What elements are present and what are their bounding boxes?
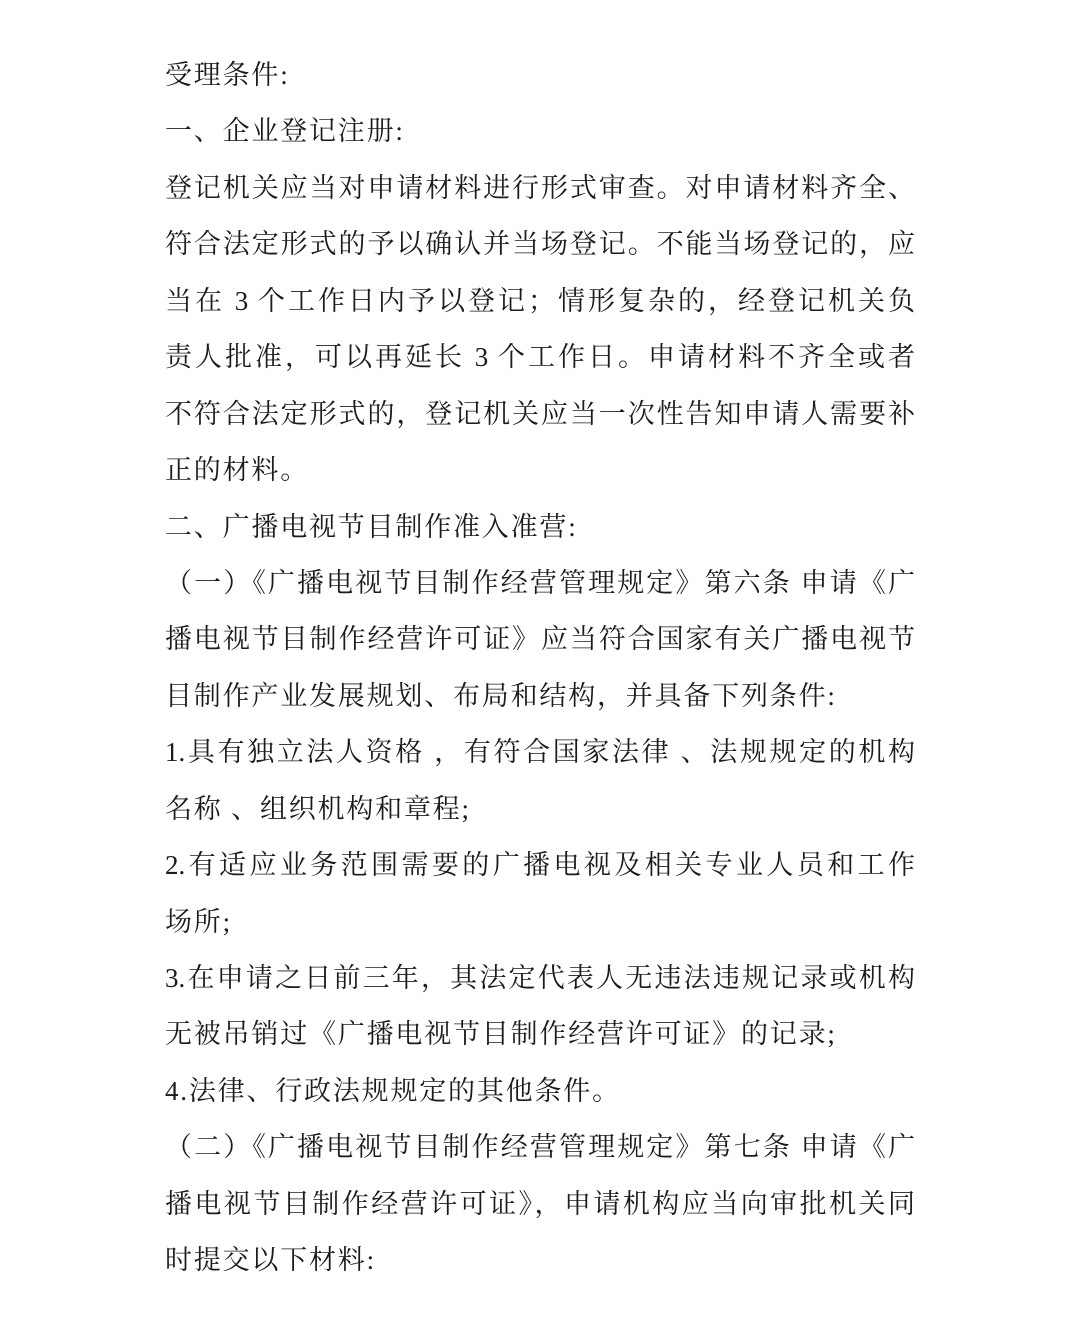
list-item-1: 1.具有独立法人资格 ，有符合国家法律 、法规规定的机构 [165, 737, 915, 768]
list-item-3: 3.在申请之日前三年，其法定代表人无违法违规记录或机构 [165, 963, 915, 993]
list-item-2: 2.有适应业务范围需要的广播电视及相关专业人员和工作 [165, 850, 915, 881]
text-line: 责人批准，可以再延长 3 个工作日。申请材料不齐全或者 [165, 342, 915, 373]
text-line: 时提交以下材料: [165, 1245, 376, 1276]
section-heading-conditions: 受理条件: [165, 60, 290, 90]
text-line: 目制作产业发展规划、布局和结构，并具备下列条件: [165, 680, 837, 711]
text-line: （一）《广播电视节目制作经营管理规定》第六条 申请《广 [165, 567, 915, 598]
text-line: 登记机关应当对申请材料进行形式审查。对申请材料齐全、 [165, 172, 915, 203]
text-line: 正的材料。 [165, 455, 309, 486]
text-line: 符合法定形式的予以确认并当场登记。不能当场登记的，应 [165, 229, 915, 260]
text-line: 播电视节目制作经营许可证》，申请机构应当向审批机关同 [165, 1188, 915, 1219]
section-heading-enterprise-registration: 一、企业登记注册: [165, 116, 405, 147]
text-line: 不符合法定形式的，登记机关应当一次性告知申请人需要补 [165, 398, 915, 429]
text-line: 无被吊销过《广播电视节目制作经营许可证》的记录; [165, 1019, 837, 1050]
text-line: 名称 、组织机构和章程; [165, 793, 471, 824]
document-body [165, 47, 915, 1289]
text-line: （二）《广播电视节目制作经营管理规定》第七条 申请《广 [165, 1132, 915, 1163]
list-item-4: 4.法律、行政法规规定的其他条件。 [165, 1075, 621, 1106]
text-line: 场所; [165, 906, 232, 937]
section-heading-broadcast-access: 二、广播电视节目制作准入准营: [165, 511, 578, 542]
text-line: 当在 3 个工作日内予以登记；情形复杂的，经登记机关负 [165, 285, 915, 316]
text-line: 播电视节目制作经营许可证》应当符合国家有关广播电视节 [165, 624, 915, 655]
